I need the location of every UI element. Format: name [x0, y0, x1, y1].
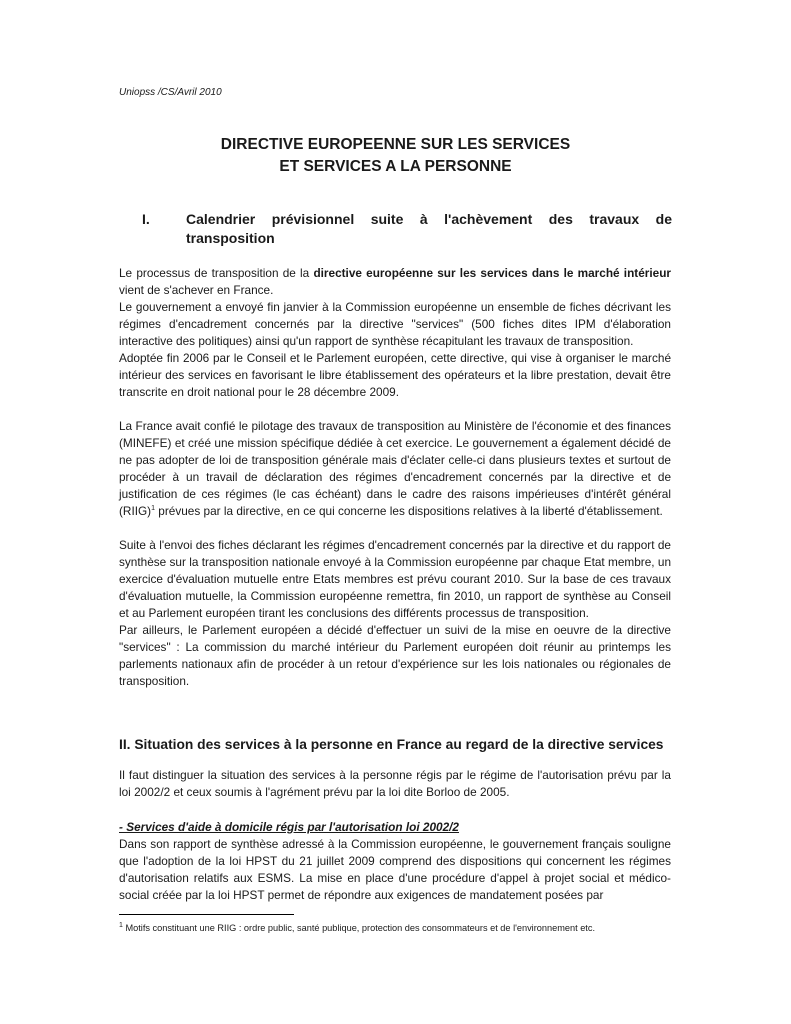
- footnote-reference: 1: [151, 505, 156, 513]
- paragraph-4: [119, 418, 671, 520]
- paragraph-4-end: prévues par la directive, en ce qui concerne les dispositions relatives à la liberté d'établissement.: [155, 504, 663, 518]
- subsection-heading: - Services d'aide à domicile régis par l'autorisation loi 2002/2: [119, 820, 459, 834]
- paragraph-1-end: vient de s'achever en France.: [119, 283, 274, 297]
- paragraph-4-main: La France avait confié le pilotage des travaux de transposition au Ministère de l'économie et des finances (MINEFE) et créé une mission spécifique dédiée à cet exercice. Le gouvernement a également décidé de ne pas adopter de loi de transposition générale mais d'éclater celle-ci dans plusieurs textes et surtout de procéder à un travail de déclaration des régimes d'encadrement concernés par la directive et de justification de ces régimes (le cas échéant) dans le cadre des raisons impérieuses d'intérêt général (RIIG): [119, 419, 671, 518]
- section-1-number: I.: [142, 211, 150, 227]
- title-line-1: DIRECTIVE EUROPEENNE SUR LES SERVICES: [220, 136, 571, 153]
- paragraph-1-intro: Le processus de transposition de la: [119, 266, 314, 280]
- paragraph-1-bold: directive européenne sur les services dans le marché intérieur: [313, 266, 671, 280]
- footnote: [119, 922, 595, 934]
- section-1-title: Calendrier prévisionnel suite à l'achèvement des travaux de transposition: [186, 211, 672, 246]
- paragraph-3: Adoptée fin 2006 par le Conseil et le Parlement européen, cette directive, qui vise à organiser le marché intérieur des services en favorisant le libre établissement des opérateurs et la libre prestation, devait être transcrite en droit national pour le 28 décembre 2009.: [119, 351, 671, 399]
- section-1-body: [119, 265, 671, 690]
- paragraph-1: [119, 265, 671, 299]
- section-2-heading: II. Situation des services à la personne en France au regard de la directive services: [119, 737, 664, 752]
- paragraph-2: Le gouvernement a envoyé fin janvier à la Commission européenne un ensemble de fiches décrivant les régimes d'encadrement concernés par la directive "services" (500 fiches dites IPM d'élaboration interactive des politiques) ainsi qu'un rapport de synthèse récapitulant les travaux de transposition.: [119, 300, 671, 348]
- footnote-marker: 1: [119, 921, 123, 929]
- document-header: Uniopss /CS/Avril 2010: [119, 87, 222, 98]
- footnote-divider: [119, 914, 294, 915]
- paragraph-5: Suite à l'envoi des fiches déclarant les régimes d'encadrement concernés par la directive et du rapport de synthèse sur la transposition nationale envoyé à la Commission européenne par chaque Etat membre, un exercice d'évaluation mutuelle entre Etats membres est prévu courant 2010. Sur la base de ces travaux d'évaluation mutuelle, la Commission européenne remettra, fin 2010, un rapport de synthèse au Conseil et au Parlement européen tirant les conclusions des différents processus de transposition.: [119, 538, 671, 620]
- section-1-heading: [142, 210, 672, 248]
- title-line-2: ET SERVICES A LA PERSONNE: [279, 158, 512, 175]
- section-2-body: [119, 767, 671, 904]
- paragraph-7: Il faut distinguer la situation des services à la personne régis par le régime de l'autorisation prévu par la loi 2002/2 et ceux soumis à l'agrément prévu par la loi dite Borloo de 2005.: [119, 768, 671, 799]
- paragraph-6: Par ailleurs, le Parlement européen a décidé d'effectuer un suivi de la mise en oeuvre de la directive "services" : La commission du marché intérieur du Parlement européen doit réunir au printemps les parlements nationaux afin de procéder à un retour d'expérience sur les lois nationales ou régionales de transposition.: [119, 623, 671, 688]
- footnote-text: Motifs constituant une RIIG : ordre public, santé publique, protection des consommateurs et de l'environnement etc.: [122, 923, 596, 933]
- paragraph-8: Dans son rapport de synthèse adressé à la Commission européenne, le gouvernement français souligne que l'adoption de la loi HPST du 21 juillet 2009 comprend des dispositions qui concernent les régimes d'autorisation relatifs aux ESMS. La mise en place d'une procédure d'appel à projet social et médico-social créée par la loi HPST permet de répondre aux exigences de mandatement posées par: [119, 837, 671, 902]
- document-title: [0, 134, 791, 178]
